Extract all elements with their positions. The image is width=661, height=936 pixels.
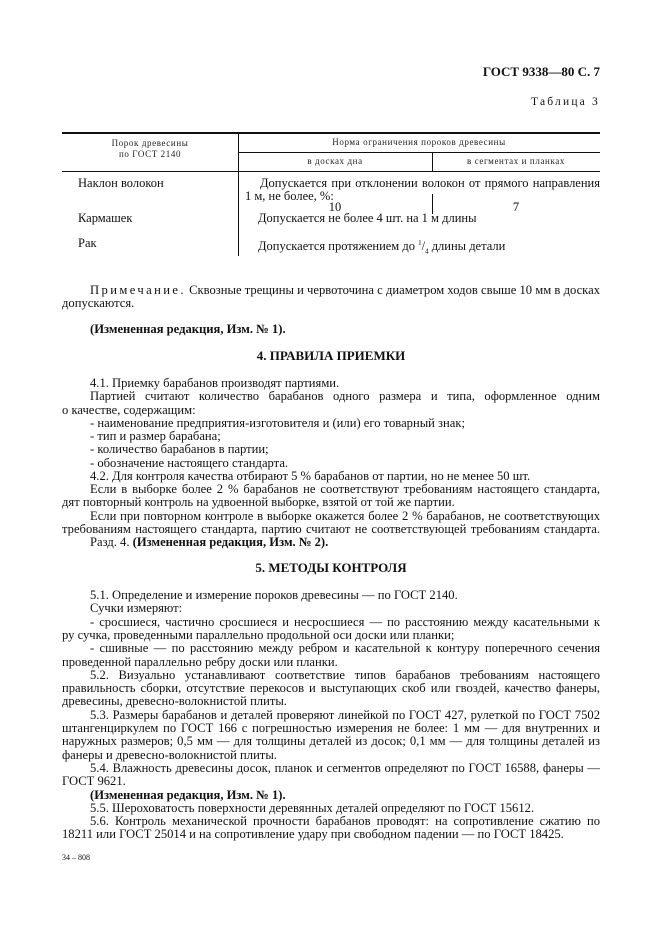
text-line	[62, 748, 600, 762]
line-text: - количество барабанов в партии;	[90, 442, 269, 457]
text-line	[62, 681, 600, 695]
row-norm-cont: 1 м, не более, %:	[245, 189, 334, 203]
page-footer-code: 34 – 808	[62, 853, 90, 862]
fraction-numerator: 1	[418, 239, 422, 247]
text-line	[90, 509, 600, 523]
text-line	[90, 442, 600, 456]
line-text: - наименование предприятия-изготовителя и (или) его товарный знак;	[90, 415, 465, 430]
row-defect: Наклон волокон	[78, 176, 164, 190]
section-4-heading: 4. ПРАВИЛА ПРИЕМКИ	[256, 348, 406, 363]
note-line: допускаются.	[62, 296, 135, 310]
line-text: дят повторный контроль на удвоенной выборке, взятой от той же партии.	[62, 495, 455, 510]
line-text: 5.5. Шероховатость поверхности деревянных деталей определяют по ГОСТ 15612.	[90, 800, 535, 815]
line-text: 4.1. Приемку барабанов производят партиями.	[90, 376, 340, 390]
line-text: Если в выборке более 2 % барабанов не соответствуют требованиям настоящего стандарта,	[90, 482, 600, 496]
text-line	[90, 814, 600, 828]
subheader-boards: в досках дна	[307, 156, 363, 166]
text-line	[62, 522, 600, 536]
line-text: наружных размеров; 0,5 мм — для толщины деталей из досок; 0,1 мм — для толщины деталей из	[62, 734, 600, 749]
line-text: 5.3. Размеры барабанов и деталей проверяют линейкой по ГОСТ 427, рулеткой по ГОСТ 7502	[90, 707, 600, 722]
row-defect: Кармашек	[78, 211, 133, 225]
text-line	[90, 641, 600, 655]
header-divider	[238, 152, 600, 153]
text-line	[62, 694, 600, 708]
edit-note: (Измененная редакция, Изм. № 1).	[90, 322, 286, 336]
line-text: - тип и размер барабана;	[90, 429, 221, 443]
row-defect: Рак	[78, 236, 97, 250]
text-line	[90, 788, 600, 802]
text-line	[90, 429, 600, 443]
text-line	[90, 615, 600, 629]
text-line	[90, 389, 600, 403]
line-text: требованиям настоящего стандарта, партию считают не соответствующей требованиям стандарта.	[62, 521, 600, 536]
note-text: Сквозные трещины и червоточина с диаметром ходов свыше 10 мм в досках	[189, 283, 600, 297]
line-text: 5.2. Визуально устанавливают соответствие типов барабанов требованиям настоящего	[90, 667, 600, 682]
line-text: правильность сборки, отсутствие перекосов и выступающих скоб или гвоздей, качество фанеры,	[62, 681, 600, 696]
note-label: Примечание.	[90, 283, 186, 297]
text-line	[62, 655, 600, 669]
line-text: Разд. 4.	[90, 535, 133, 549]
table-title: Таблица 3	[531, 96, 600, 108]
line-text: - сшивные — по расстоянию между ребром и касательной к контуру поперечного сечения	[90, 641, 600, 656]
column-header-defect	[62, 138, 238, 160]
line-text: Сучки измеряют:	[90, 601, 183, 616]
row-norm: Допускается протяжением до $^1/_4$ длины детали	[258, 239, 506, 256]
text-line	[90, 588, 600, 602]
text-line	[62, 774, 600, 788]
note-line	[90, 283, 600, 297]
edit-note: (Измененная редакция, Изм. № 1).	[90, 787, 286, 802]
text-line	[90, 535, 600, 549]
text-line	[90, 456, 600, 470]
document-reference: ГОСТ 9338—80 С. 7	[482, 64, 600, 79]
fraction-denominator: 4	[425, 247, 429, 256]
line-text: штангенциркулем по ГОСТ 166 с погрешностью измерения не более: 1 мм — для внутренних и	[62, 721, 600, 735]
text-line	[90, 668, 600, 682]
row-norm: Допускается при отклонении волокон от прямого направления	[260, 176, 600, 190]
line-text: - обозначение настоящего стандарта.	[90, 455, 289, 470]
text-line	[62, 628, 600, 642]
text-line	[62, 827, 600, 841]
line-text: Партией считают количество барабанов одного размера и типа, оформленное одним	[90, 389, 600, 404]
norm-text: Допускается протяжением до	[258, 239, 419, 254]
line-text: ру сучка, проведенными параллельно продольной оси доски или планки;	[62, 627, 455, 642]
text-line	[90, 801, 600, 815]
text-line	[62, 721, 600, 735]
line-text: 5.1. Определение и измерение пороков древесины — по ГОСТ 2140.	[90, 588, 458, 602]
line-text: Если при повторном контроле в выборке окажется более 2 % барабанов, не соответствующих	[90, 508, 600, 523]
header-line: по ГОСТ 2140	[118, 149, 182, 159]
line-text: древесины, древесно-волокнистой плиты.	[62, 694, 287, 709]
value-segments: 7	[512, 200, 520, 214]
section-5-heading: 5. МЕТОДЫ КОНТРОЛЯ	[255, 560, 407, 575]
text-line	[90, 708, 600, 722]
row-norm: Допускается не более 4 шт. на 1 м длины	[258, 211, 477, 225]
text-line	[90, 376, 600, 390]
value-boards: 10	[328, 200, 342, 214]
text-line	[90, 469, 600, 483]
text-line	[90, 482, 600, 496]
text-line	[62, 495, 600, 509]
line-text: о качестве, содержащим:	[62, 402, 196, 417]
line-text: 5.6. Контроль механической прочности барабанов проводят: на сопротивление сжатию по	[90, 814, 600, 829]
line-text: проведенной параллельно ребру доски или планки.	[62, 654, 338, 669]
header-bottom-rule	[62, 171, 600, 172]
line-text: - сросшиеся, частично сросшиеся и несросшиеся — по расстоянию между касательными к	[90, 614, 600, 629]
text-line	[90, 416, 600, 430]
column-header-norm: Норма ограничения пороков древесины	[332, 137, 506, 147]
table-top-rule	[62, 132, 600, 134]
edit-note: (Измененная редакция, Изм. № 2).	[132, 535, 329, 549]
text-line	[62, 403, 600, 417]
header-line: Порок древесины	[111, 138, 189, 148]
line-text: фанеры и древесно-волокнистой плиты.	[62, 747, 277, 762]
line-text: 4.2. Для контроля качества отбирают 5 % барабанов от партии, но не менее 50 шт.	[90, 468, 531, 483]
norm-text: длины детали	[428, 239, 506, 254]
subheader-segments: в сегментах и планках	[467, 156, 565, 166]
text-line	[90, 601, 600, 615]
line-text: 18211 или ГОСТ 25014 и на сопротивление удару при свободном падении — по ГОСТ 18425.	[62, 827, 564, 842]
line-text: ГОСТ 9621.	[62, 774, 126, 789]
text-line	[90, 761, 600, 775]
line-text: 5.4. Влажность древесины досок, планок и сегментов определяют по ГОСТ 16588, фанеры —	[90, 760, 600, 775]
text-line	[62, 734, 600, 748]
